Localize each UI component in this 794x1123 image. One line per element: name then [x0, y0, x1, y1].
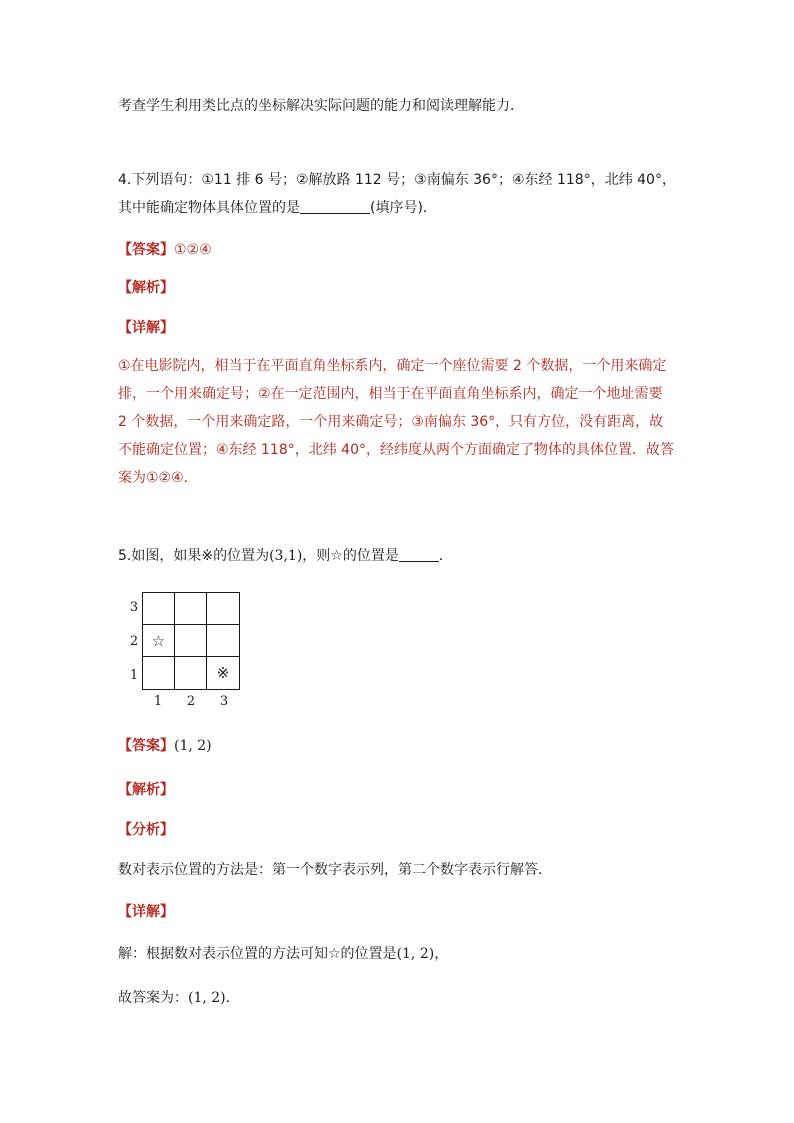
x-label: 2	[186, 694, 196, 709]
q5-answer-blank	[399, 547, 439, 562]
q5-stem-text: 5.如图，如果※的位置为	[118, 548, 270, 564]
x-label: 1	[153, 694, 163, 709]
q5-stem-suffix: ．	[438, 548, 453, 564]
q4-answer-blank	[300, 199, 370, 214]
q5-detail-prefix: 解：根据数对表示位置的方法可知☆的位置是	[118, 946, 397, 962]
q5-given-coord: (3,1)	[269, 548, 303, 564]
q5-final-answer	[118, 988, 240, 1008]
grid-cell	[175, 657, 207, 689]
q4-detail-tag: 【详解】	[118, 320, 174, 336]
q4-answer	[118, 240, 212, 260]
y-label: 1	[129, 668, 139, 683]
q5-final-prefix: 故答案为：	[118, 990, 188, 1006]
q5-detail-coord: (1, 2)	[396, 946, 435, 962]
grid-cell	[207, 625, 239, 657]
x-label: 3	[219, 694, 229, 709]
q4-analysis-tag: 【解析】	[118, 280, 174, 296]
grid-cell	[175, 625, 207, 657]
answer-tag: 【答案】	[118, 738, 174, 754]
grid-cell	[143, 593, 175, 625]
q4-stem-line1: 4.下列语句：①11 排 6 号；②解放路 112 号；③南偏东 36°；④东经 118°，北纬 40°，	[118, 172, 676, 188]
grid-cell	[207, 593, 239, 625]
q4-detail-line: 案为①②④．	[118, 470, 198, 486]
y-label: 2	[129, 634, 139, 649]
y-label: 3	[129, 600, 139, 615]
intro-text: 考查学生利用类比点的坐标解决实际问题的能力和阅读理解能力．	[118, 98, 524, 114]
q5-stem	[118, 546, 453, 566]
q4-detail-line: 不能确定位置；④东经 118°，北纬 40°，经纬度从两个方面确定了物体的具体位置．故答	[118, 442, 674, 458]
q4-stem-line2	[118, 198, 437, 218]
grid-cell-star: ☆	[143, 625, 175, 657]
q5-detail-text	[118, 944, 448, 964]
q4-detail-line: 排，一个用来确定号；②在一定范围内，相当于在平面直角坐标系内，确定一个地址需要	[118, 386, 663, 402]
answer-tag: 【答案】	[118, 242, 174, 258]
grid-cell	[175, 593, 207, 625]
q5-detail-tag: 【详解】	[118, 904, 174, 920]
q4-detail-line: ①在电影院内，相当于在平面直角坐标系内，确定一个座位需要 2 个数据，一个用来确定	[118, 358, 667, 374]
q5-detail-suffix: ，	[434, 946, 449, 962]
q4-detail-line: 2 个数据，一个用来确定路，一个用来确定号；③南偏东 36°，只有方位，没有距离，故	[118, 414, 664, 430]
q5-fenxi-tag: 【分析】	[118, 822, 174, 838]
q5-answer-value: (1, 2)	[174, 738, 212, 754]
grid-cell	[143, 657, 175, 689]
position-grid	[142, 592, 240, 690]
q5-final-suffix: ．	[225, 990, 240, 1006]
q4-answer-value: ①②④	[174, 242, 212, 258]
q5-stem-text-mid: ，则☆的位置是	[302, 548, 399, 564]
grid-cell-reference: ※	[216, 664, 230, 682]
q5-answer	[118, 736, 212, 756]
q5-analysis-tag: 【解析】	[118, 782, 174, 798]
q4-stem-text: 其中能确定物体具体位置的是	[118, 200, 300, 216]
grid-figure	[128, 590, 258, 715]
q5-final-coord: (1, 2)	[188, 990, 226, 1006]
q5-fenxi-text: 数对表示位置的方法是：第一个数字表示列，第二个数字表示行解答．	[118, 862, 552, 878]
q4-stem-suffix: (填序号)．	[370, 200, 437, 216]
